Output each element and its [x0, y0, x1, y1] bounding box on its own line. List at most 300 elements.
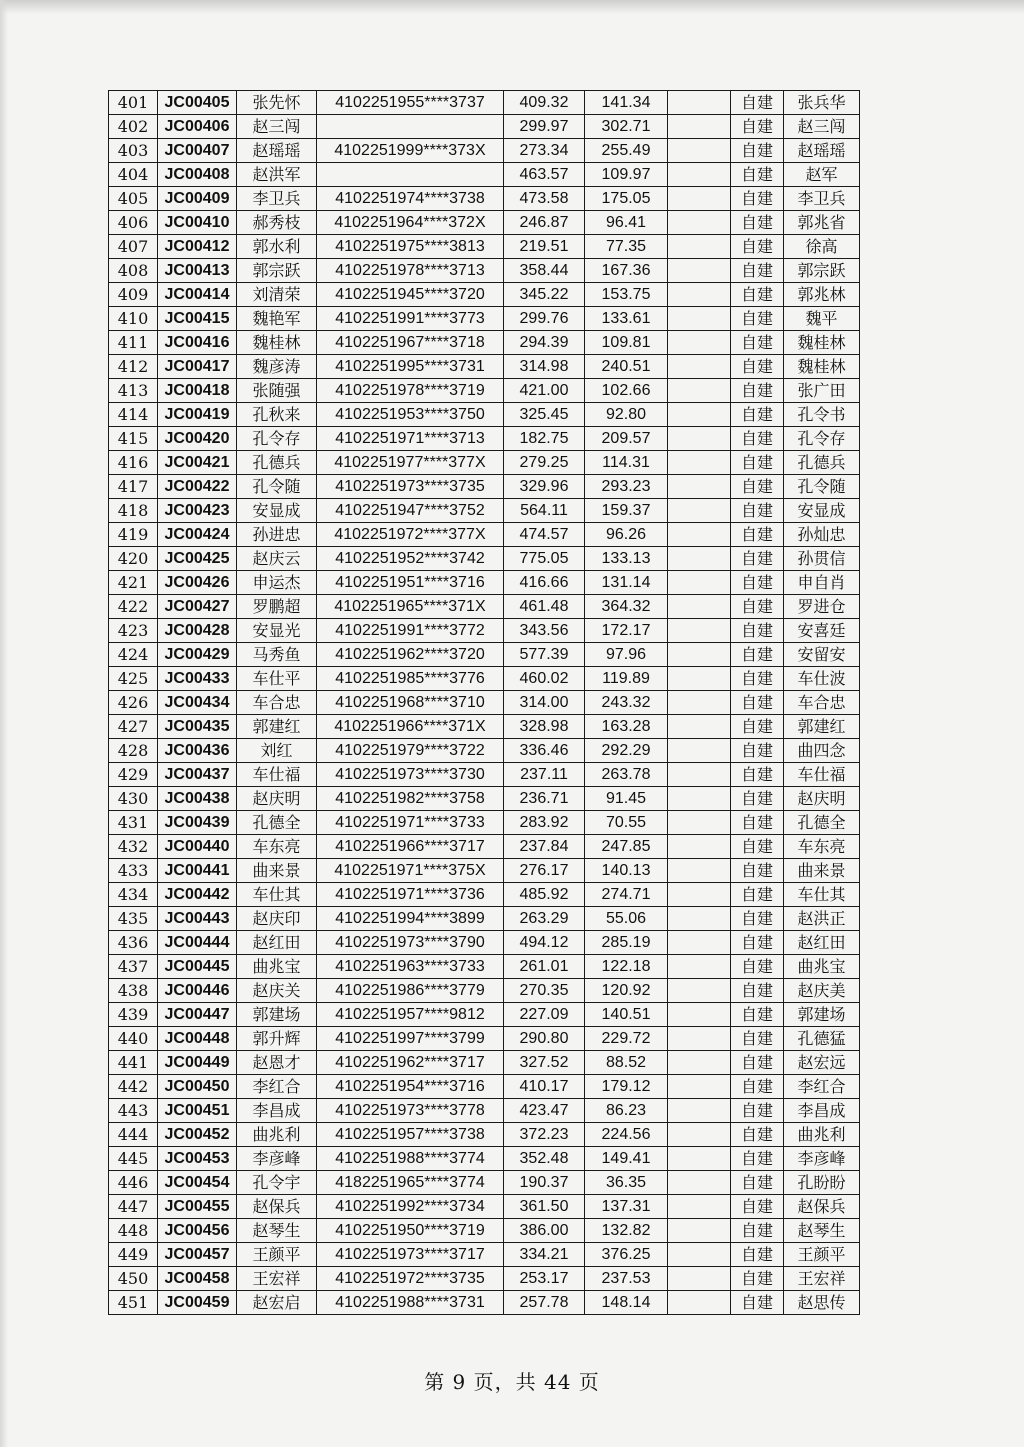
build-type-cell: 自建 — [731, 1147, 784, 1171]
holder-name-cell: 孙进忠 — [237, 523, 317, 547]
id-number-cell: 4102251947****3752 — [317, 499, 504, 523]
build-type-cell: 自建 — [731, 979, 784, 1003]
area-value-1-cell: 257.78 — [504, 1291, 585, 1315]
table-row — [109, 979, 860, 1003]
row-number-cell: 432 — [109, 835, 158, 859]
build-type-cell: 自建 — [731, 163, 784, 187]
id-number-cell: 4102251975****3813 — [317, 235, 504, 259]
parcel-code-cell: JC00454 — [158, 1171, 237, 1195]
build-type-cell: 自建 — [731, 427, 784, 451]
blank-cell-cell — [668, 739, 731, 763]
holder-name-cell: 赵庆明 — [237, 787, 317, 811]
table-row — [109, 403, 860, 427]
area-value-2-cell: 274.71 — [585, 883, 668, 907]
area-value-2-cell: 243.32 — [585, 691, 668, 715]
table-row — [109, 667, 860, 691]
row-number-cell: 414 — [109, 403, 158, 427]
parcel-code-cell: JC00426 — [158, 571, 237, 595]
area-value-2-cell: 285.19 — [585, 931, 668, 955]
build-type-cell: 自建 — [731, 883, 784, 907]
blank-cell-cell — [668, 187, 731, 211]
row-number-cell: 445 — [109, 1147, 158, 1171]
build-type-cell: 自建 — [731, 379, 784, 403]
table-row — [109, 1219, 860, 1243]
holder-name-cell: 赵恩才 — [237, 1051, 317, 1075]
area-value-2-cell: 175.05 — [585, 187, 668, 211]
holder-name-cell: 魏艳军 — [237, 307, 317, 331]
table-row — [109, 1267, 860, 1291]
parcel-code-cell: JC00445 — [158, 955, 237, 979]
blank-cell-cell — [668, 1195, 731, 1219]
owner-name-cell: 赵军 — [784, 163, 860, 187]
parcel-code-cell: JC00422 — [158, 475, 237, 499]
holder-name-cell: 郭建红 — [237, 715, 317, 739]
area-value-1-cell: 325.45 — [504, 403, 585, 427]
owner-name-cell: 赵庆美 — [784, 979, 860, 1003]
table-row — [109, 1075, 860, 1099]
row-number-cell: 447 — [109, 1195, 158, 1219]
id-number-cell: 4102251971****3733 — [317, 811, 504, 835]
build-type-cell: 自建 — [731, 763, 784, 787]
blank-cell-cell — [668, 1099, 731, 1123]
table-row — [109, 643, 860, 667]
parcel-code-cell: JC00427 — [158, 595, 237, 619]
parcel-code-cell: JC00413 — [158, 259, 237, 283]
owner-name-cell: 张兵华 — [784, 91, 860, 115]
blank-cell-cell — [668, 715, 731, 739]
row-number-cell: 440 — [109, 1027, 158, 1051]
owner-name-cell: 郭兆林 — [784, 283, 860, 307]
area-value-1-cell: 263.29 — [504, 907, 585, 931]
row-number-cell: 409 — [109, 283, 158, 307]
blank-cell-cell — [668, 475, 731, 499]
row-number-cell: 413 — [109, 379, 158, 403]
build-type-cell: 自建 — [731, 499, 784, 523]
area-value-2-cell: 364.32 — [585, 595, 668, 619]
area-value-1-cell: 358.44 — [504, 259, 585, 283]
area-value-1-cell: 237.84 — [504, 835, 585, 859]
row-number-cell: 438 — [109, 979, 158, 1003]
owner-name-cell: 车合忠 — [784, 691, 860, 715]
table-row — [109, 955, 860, 979]
owner-name-cell: 郭宗跃 — [784, 259, 860, 283]
holder-name-cell: 孔令存 — [237, 427, 317, 451]
area-value-2-cell: 255.49 — [585, 139, 668, 163]
owner-name-cell: 赵红田 — [784, 931, 860, 955]
area-value-1-cell: 494.12 — [504, 931, 585, 955]
table-row — [109, 1171, 860, 1195]
area-value-1-cell: 290.80 — [504, 1027, 585, 1051]
area-value-2-cell: 209.57 — [585, 427, 668, 451]
table-row — [109, 331, 860, 355]
blank-cell-cell — [668, 1123, 731, 1147]
owner-name-cell: 车仕福 — [784, 763, 860, 787]
area-value-1-cell: 485.92 — [504, 883, 585, 907]
area-value-1-cell: 421.00 — [504, 379, 585, 403]
parcel-code-cell: JC00412 — [158, 235, 237, 259]
build-type-cell: 自建 — [731, 187, 784, 211]
owner-name-cell: 赵庆明 — [784, 787, 860, 811]
id-number-cell: 4102251953****3750 — [317, 403, 504, 427]
build-type-cell: 自建 — [731, 667, 784, 691]
build-type-cell: 自建 — [731, 115, 784, 139]
row-number-cell: 416 — [109, 451, 158, 475]
parcel-code-cell: JC00439 — [158, 811, 237, 835]
blank-cell-cell — [668, 523, 731, 547]
build-type-cell: 自建 — [731, 931, 784, 955]
owner-name-cell: 郭建红 — [784, 715, 860, 739]
table-row — [109, 379, 860, 403]
id-number-cell: 4102251962****3717 — [317, 1051, 504, 1075]
parcel-code-cell: JC00441 — [158, 859, 237, 883]
area-value-1-cell: 328.98 — [504, 715, 585, 739]
area-value-1-cell: 463.57 — [504, 163, 585, 187]
row-number-cell: 424 — [109, 643, 158, 667]
area-value-1-cell: 253.17 — [504, 1267, 585, 1291]
build-type-cell: 自建 — [731, 1291, 784, 1315]
row-number-cell: 443 — [109, 1099, 158, 1123]
owner-name-cell: 赵保兵 — [784, 1195, 860, 1219]
build-type-cell: 自建 — [731, 403, 784, 427]
parcel-code-cell: JC00409 — [158, 187, 237, 211]
build-type-cell: 自建 — [731, 91, 784, 115]
id-number-cell: 4102251973****3790 — [317, 931, 504, 955]
blank-cell-cell — [668, 259, 731, 283]
id-number-cell: 4102251973****3730 — [317, 763, 504, 787]
parcel-code-cell: JC00424 — [158, 523, 237, 547]
owner-name-cell: 赵宏远 — [784, 1051, 860, 1075]
area-value-1-cell: 352.48 — [504, 1147, 585, 1171]
owner-name-cell: 赵洪正 — [784, 907, 860, 931]
blank-cell-cell — [668, 883, 731, 907]
owner-name-cell: 孔令随 — [784, 475, 860, 499]
blank-cell-cell — [668, 1267, 731, 1291]
owner-name-cell: 安喜廷 — [784, 619, 860, 643]
owner-name-cell: 申自肖 — [784, 571, 860, 595]
parcel-code-cell: JC00450 — [158, 1075, 237, 1099]
owner-name-cell: 车仕其 — [784, 883, 860, 907]
holder-name-cell: 安显成 — [237, 499, 317, 523]
build-type-cell: 自建 — [731, 1099, 784, 1123]
blank-cell-cell — [668, 1243, 731, 1267]
blank-cell-cell — [668, 355, 731, 379]
build-type-cell: 自建 — [731, 259, 784, 283]
holder-name-cell: 孔德全 — [237, 811, 317, 835]
owner-name-cell: 魏桂林 — [784, 355, 860, 379]
holder-name-cell: 魏桂林 — [237, 331, 317, 355]
parcel-code-cell: JC00407 — [158, 139, 237, 163]
area-value-1-cell: 343.56 — [504, 619, 585, 643]
area-value-1-cell: 410.17 — [504, 1075, 585, 1099]
area-value-2-cell: 122.18 — [585, 955, 668, 979]
row-number-cell: 415 — [109, 427, 158, 451]
owner-name-cell: 孙贯信 — [784, 547, 860, 571]
id-number-cell: 4102251952****3742 — [317, 547, 504, 571]
id-number-cell: 4102251955****3737 — [317, 91, 504, 115]
row-number-cell: 442 — [109, 1075, 158, 1099]
area-value-2-cell: 302.71 — [585, 115, 668, 139]
holder-name-cell: 王宏祥 — [237, 1267, 317, 1291]
build-type-cell: 自建 — [731, 139, 784, 163]
blank-cell-cell — [668, 1003, 731, 1027]
build-type-cell: 自建 — [731, 787, 784, 811]
area-value-2-cell: 263.78 — [585, 763, 668, 787]
id-number-cell — [317, 115, 504, 139]
build-type-cell: 自建 — [731, 1219, 784, 1243]
area-value-1-cell: 416.66 — [504, 571, 585, 595]
build-type-cell: 自建 — [731, 715, 784, 739]
owner-name-cell: 王宏祥 — [784, 1267, 860, 1291]
owner-name-cell: 王颜平 — [784, 1243, 860, 1267]
parcel-code-cell: JC00420 — [158, 427, 237, 451]
area-value-2-cell: 149.41 — [585, 1147, 668, 1171]
area-value-2-cell: 293.23 — [585, 475, 668, 499]
owner-name-cell: 赵瑶瑶 — [784, 139, 860, 163]
parcel-code-cell: JC00438 — [158, 787, 237, 811]
row-number-cell: 423 — [109, 619, 158, 643]
blank-cell-cell — [668, 91, 731, 115]
area-value-2-cell: 102.66 — [585, 379, 668, 403]
owner-name-cell: 魏桂林 — [784, 331, 860, 355]
area-value-2-cell: 86.23 — [585, 1099, 668, 1123]
area-value-1-cell: 314.98 — [504, 355, 585, 379]
table-row — [109, 547, 860, 571]
table-row — [109, 499, 860, 523]
parcel-code-cell: JC00405 — [158, 91, 237, 115]
id-number-cell: 4102251985****3776 — [317, 667, 504, 691]
owner-name-cell: 孔德全 — [784, 811, 860, 835]
parcel-code-cell: JC00406 — [158, 115, 237, 139]
id-number-cell: 4102251974****3738 — [317, 187, 504, 211]
table-row — [109, 595, 860, 619]
row-number-cell: 426 — [109, 691, 158, 715]
holder-name-cell: 孔令宇 — [237, 1171, 317, 1195]
area-value-1-cell: 279.25 — [504, 451, 585, 475]
blank-cell-cell — [668, 667, 731, 691]
owner-name-cell: 孔令书 — [784, 403, 860, 427]
blank-cell-cell — [668, 859, 731, 883]
row-number-cell: 425 — [109, 667, 158, 691]
holder-name-cell: 刘红 — [237, 739, 317, 763]
row-number-cell: 431 — [109, 811, 158, 835]
table-row — [109, 811, 860, 835]
holder-name-cell: 罗鹏超 — [237, 595, 317, 619]
area-value-1-cell: 386.00 — [504, 1219, 585, 1243]
owner-name-cell: 孔德猛 — [784, 1027, 860, 1051]
area-value-1-cell: 294.39 — [504, 331, 585, 355]
blank-cell-cell — [668, 595, 731, 619]
id-number-cell: 4102251995****3731 — [317, 355, 504, 379]
area-value-1-cell: 336.46 — [504, 739, 585, 763]
row-number-cell: 417 — [109, 475, 158, 499]
table-row — [109, 187, 860, 211]
holder-name-cell: 张随强 — [237, 379, 317, 403]
holder-name-cell: 车合忠 — [237, 691, 317, 715]
blank-cell-cell — [668, 1147, 731, 1171]
row-number-cell: 450 — [109, 1267, 158, 1291]
owner-name-cell: 曲来景 — [784, 859, 860, 883]
blank-cell-cell — [668, 547, 731, 571]
blank-cell-cell — [668, 811, 731, 835]
owner-name-cell: 赵思传 — [784, 1291, 860, 1315]
parcel-code-cell: JC00458 — [158, 1267, 237, 1291]
area-value-2-cell: 92.80 — [585, 403, 668, 427]
area-value-2-cell: 167.36 — [585, 259, 668, 283]
blank-cell-cell — [668, 379, 731, 403]
blank-cell-cell — [668, 451, 731, 475]
holder-name-cell: 孔德兵 — [237, 451, 317, 475]
row-number-cell: 437 — [109, 955, 158, 979]
owner-name-cell: 郭兆省 — [784, 211, 860, 235]
id-number-cell: 4102251986****3779 — [317, 979, 504, 1003]
id-number-cell: 4102251971****3713 — [317, 427, 504, 451]
area-value-1-cell: 361.50 — [504, 1195, 585, 1219]
blank-cell-cell — [668, 1027, 731, 1051]
area-value-1-cell: 270.35 — [504, 979, 585, 1003]
owner-name-cell: 张广田 — [784, 379, 860, 403]
owner-name-cell: 曲兆宝 — [784, 955, 860, 979]
area-value-2-cell: 292.29 — [585, 739, 668, 763]
id-number-cell: 4102251968****3710 — [317, 691, 504, 715]
row-number-cell: 407 — [109, 235, 158, 259]
holder-name-cell: 赵宏启 — [237, 1291, 317, 1315]
holder-name-cell: 曲兆利 — [237, 1123, 317, 1147]
row-number-cell: 419 — [109, 523, 158, 547]
build-type-cell: 自建 — [731, 1267, 784, 1291]
build-type-cell: 自建 — [731, 1051, 784, 1075]
table-row — [109, 835, 860, 859]
area-value-1-cell: 423.47 — [504, 1099, 585, 1123]
owner-name-cell: 魏平 — [784, 307, 860, 331]
row-number-cell: 441 — [109, 1051, 158, 1075]
row-number-cell: 421 — [109, 571, 158, 595]
build-type-cell: 自建 — [731, 1075, 784, 1099]
area-value-2-cell: 153.75 — [585, 283, 668, 307]
parcel-code-cell: JC00440 — [158, 835, 237, 859]
row-number-cell: 429 — [109, 763, 158, 787]
holder-name-cell: 刘清荣 — [237, 283, 317, 307]
row-number-cell: 412 — [109, 355, 158, 379]
area-value-2-cell: 163.28 — [585, 715, 668, 739]
build-type-cell: 自建 — [731, 955, 784, 979]
blank-cell-cell — [668, 139, 731, 163]
area-value-1-cell: 409.32 — [504, 91, 585, 115]
table-row — [109, 1003, 860, 1027]
id-number-cell: 4102251999****373X — [317, 139, 504, 163]
id-number-cell: 4102251978****3713 — [317, 259, 504, 283]
holder-name-cell: 赵庆印 — [237, 907, 317, 931]
area-value-2-cell: 159.37 — [585, 499, 668, 523]
blank-cell-cell — [668, 691, 731, 715]
area-value-1-cell: 314.00 — [504, 691, 585, 715]
table-row — [109, 931, 860, 955]
owner-name-cell: 李彦峰 — [784, 1147, 860, 1171]
area-value-1-cell: 246.87 — [504, 211, 585, 235]
holder-name-cell: 安显光 — [237, 619, 317, 643]
blank-cell-cell — [668, 1051, 731, 1075]
area-value-1-cell: 461.48 — [504, 595, 585, 619]
area-value-2-cell: 137.31 — [585, 1195, 668, 1219]
table-row — [109, 787, 860, 811]
area-value-2-cell: 131.14 — [585, 571, 668, 595]
build-type-cell: 自建 — [731, 811, 784, 835]
area-value-1-cell: 345.22 — [504, 283, 585, 307]
blank-cell-cell — [668, 403, 731, 427]
area-value-1-cell: 299.76 — [504, 307, 585, 331]
blank-cell-cell — [668, 907, 731, 931]
build-type-cell: 自建 — [731, 355, 784, 379]
id-number-cell: 4102251966****371X — [317, 715, 504, 739]
build-type-cell: 自建 — [731, 571, 784, 595]
parcel-code-cell: JC00446 — [158, 979, 237, 1003]
holder-name-cell: 申运杰 — [237, 571, 317, 595]
build-type-cell: 自建 — [731, 1243, 784, 1267]
parcel-code-cell: JC00433 — [158, 667, 237, 691]
table-row — [109, 307, 860, 331]
blank-cell-cell — [668, 307, 731, 331]
owner-name-cell: 曲兆利 — [784, 1123, 860, 1147]
holder-name-cell: 赵瑶瑶 — [237, 139, 317, 163]
id-number-cell: 4102251967****3718 — [317, 331, 504, 355]
table-row — [109, 1147, 860, 1171]
area-value-2-cell: 240.51 — [585, 355, 668, 379]
area-value-2-cell: 114.31 — [585, 451, 668, 475]
holder-name-cell: 曲来景 — [237, 859, 317, 883]
table-row — [109, 1099, 860, 1123]
holder-name-cell: 赵庆关 — [237, 979, 317, 1003]
blank-cell-cell — [668, 1171, 731, 1195]
row-number-cell: 403 — [109, 139, 158, 163]
holder-name-cell: 马秀鱼 — [237, 643, 317, 667]
parcel-code-cell: JC00455 — [158, 1195, 237, 1219]
row-number-cell: 446 — [109, 1171, 158, 1195]
build-type-cell: 自建 — [731, 1195, 784, 1219]
build-type-cell: 自建 — [731, 859, 784, 883]
id-number-cell: 4102251965****371X — [317, 595, 504, 619]
id-number-cell: 4102251988****3774 — [317, 1147, 504, 1171]
area-value-1-cell: 775.05 — [504, 547, 585, 571]
holder-name-cell: 王颜平 — [237, 1243, 317, 1267]
row-number-cell: 418 — [109, 499, 158, 523]
holder-name-cell: 赵三闯 — [237, 115, 317, 139]
owner-name-cell: 赵三闯 — [784, 115, 860, 139]
build-type-cell: 自建 — [731, 235, 784, 259]
holder-name-cell: 赵保兵 — [237, 1195, 317, 1219]
blank-cell-cell — [668, 499, 731, 523]
id-number-cell: 4102251971****375X — [317, 859, 504, 883]
blank-cell-cell — [668, 235, 731, 259]
id-number-cell: 4102251997****3799 — [317, 1027, 504, 1051]
holder-name-cell: 郝秀枝 — [237, 211, 317, 235]
row-number-cell: 436 — [109, 931, 158, 955]
owner-name-cell: 徐高 — [784, 235, 860, 259]
area-value-2-cell: 247.85 — [585, 835, 668, 859]
area-value-2-cell: 36.35 — [585, 1171, 668, 1195]
area-value-2-cell: 133.13 — [585, 547, 668, 571]
area-value-1-cell: 273.34 — [504, 139, 585, 163]
holder-name-cell: 郭建场 — [237, 1003, 317, 1027]
build-type-cell: 自建 — [731, 643, 784, 667]
area-value-2-cell: 96.26 — [585, 523, 668, 547]
table-row — [109, 211, 860, 235]
area-value-1-cell: 299.97 — [504, 115, 585, 139]
blank-cell-cell — [668, 1291, 731, 1315]
blank-cell-cell — [668, 427, 731, 451]
build-type-cell: 自建 — [731, 739, 784, 763]
record-table — [108, 90, 860, 1315]
build-type-cell: 自建 — [731, 835, 784, 859]
table-row — [109, 619, 860, 643]
